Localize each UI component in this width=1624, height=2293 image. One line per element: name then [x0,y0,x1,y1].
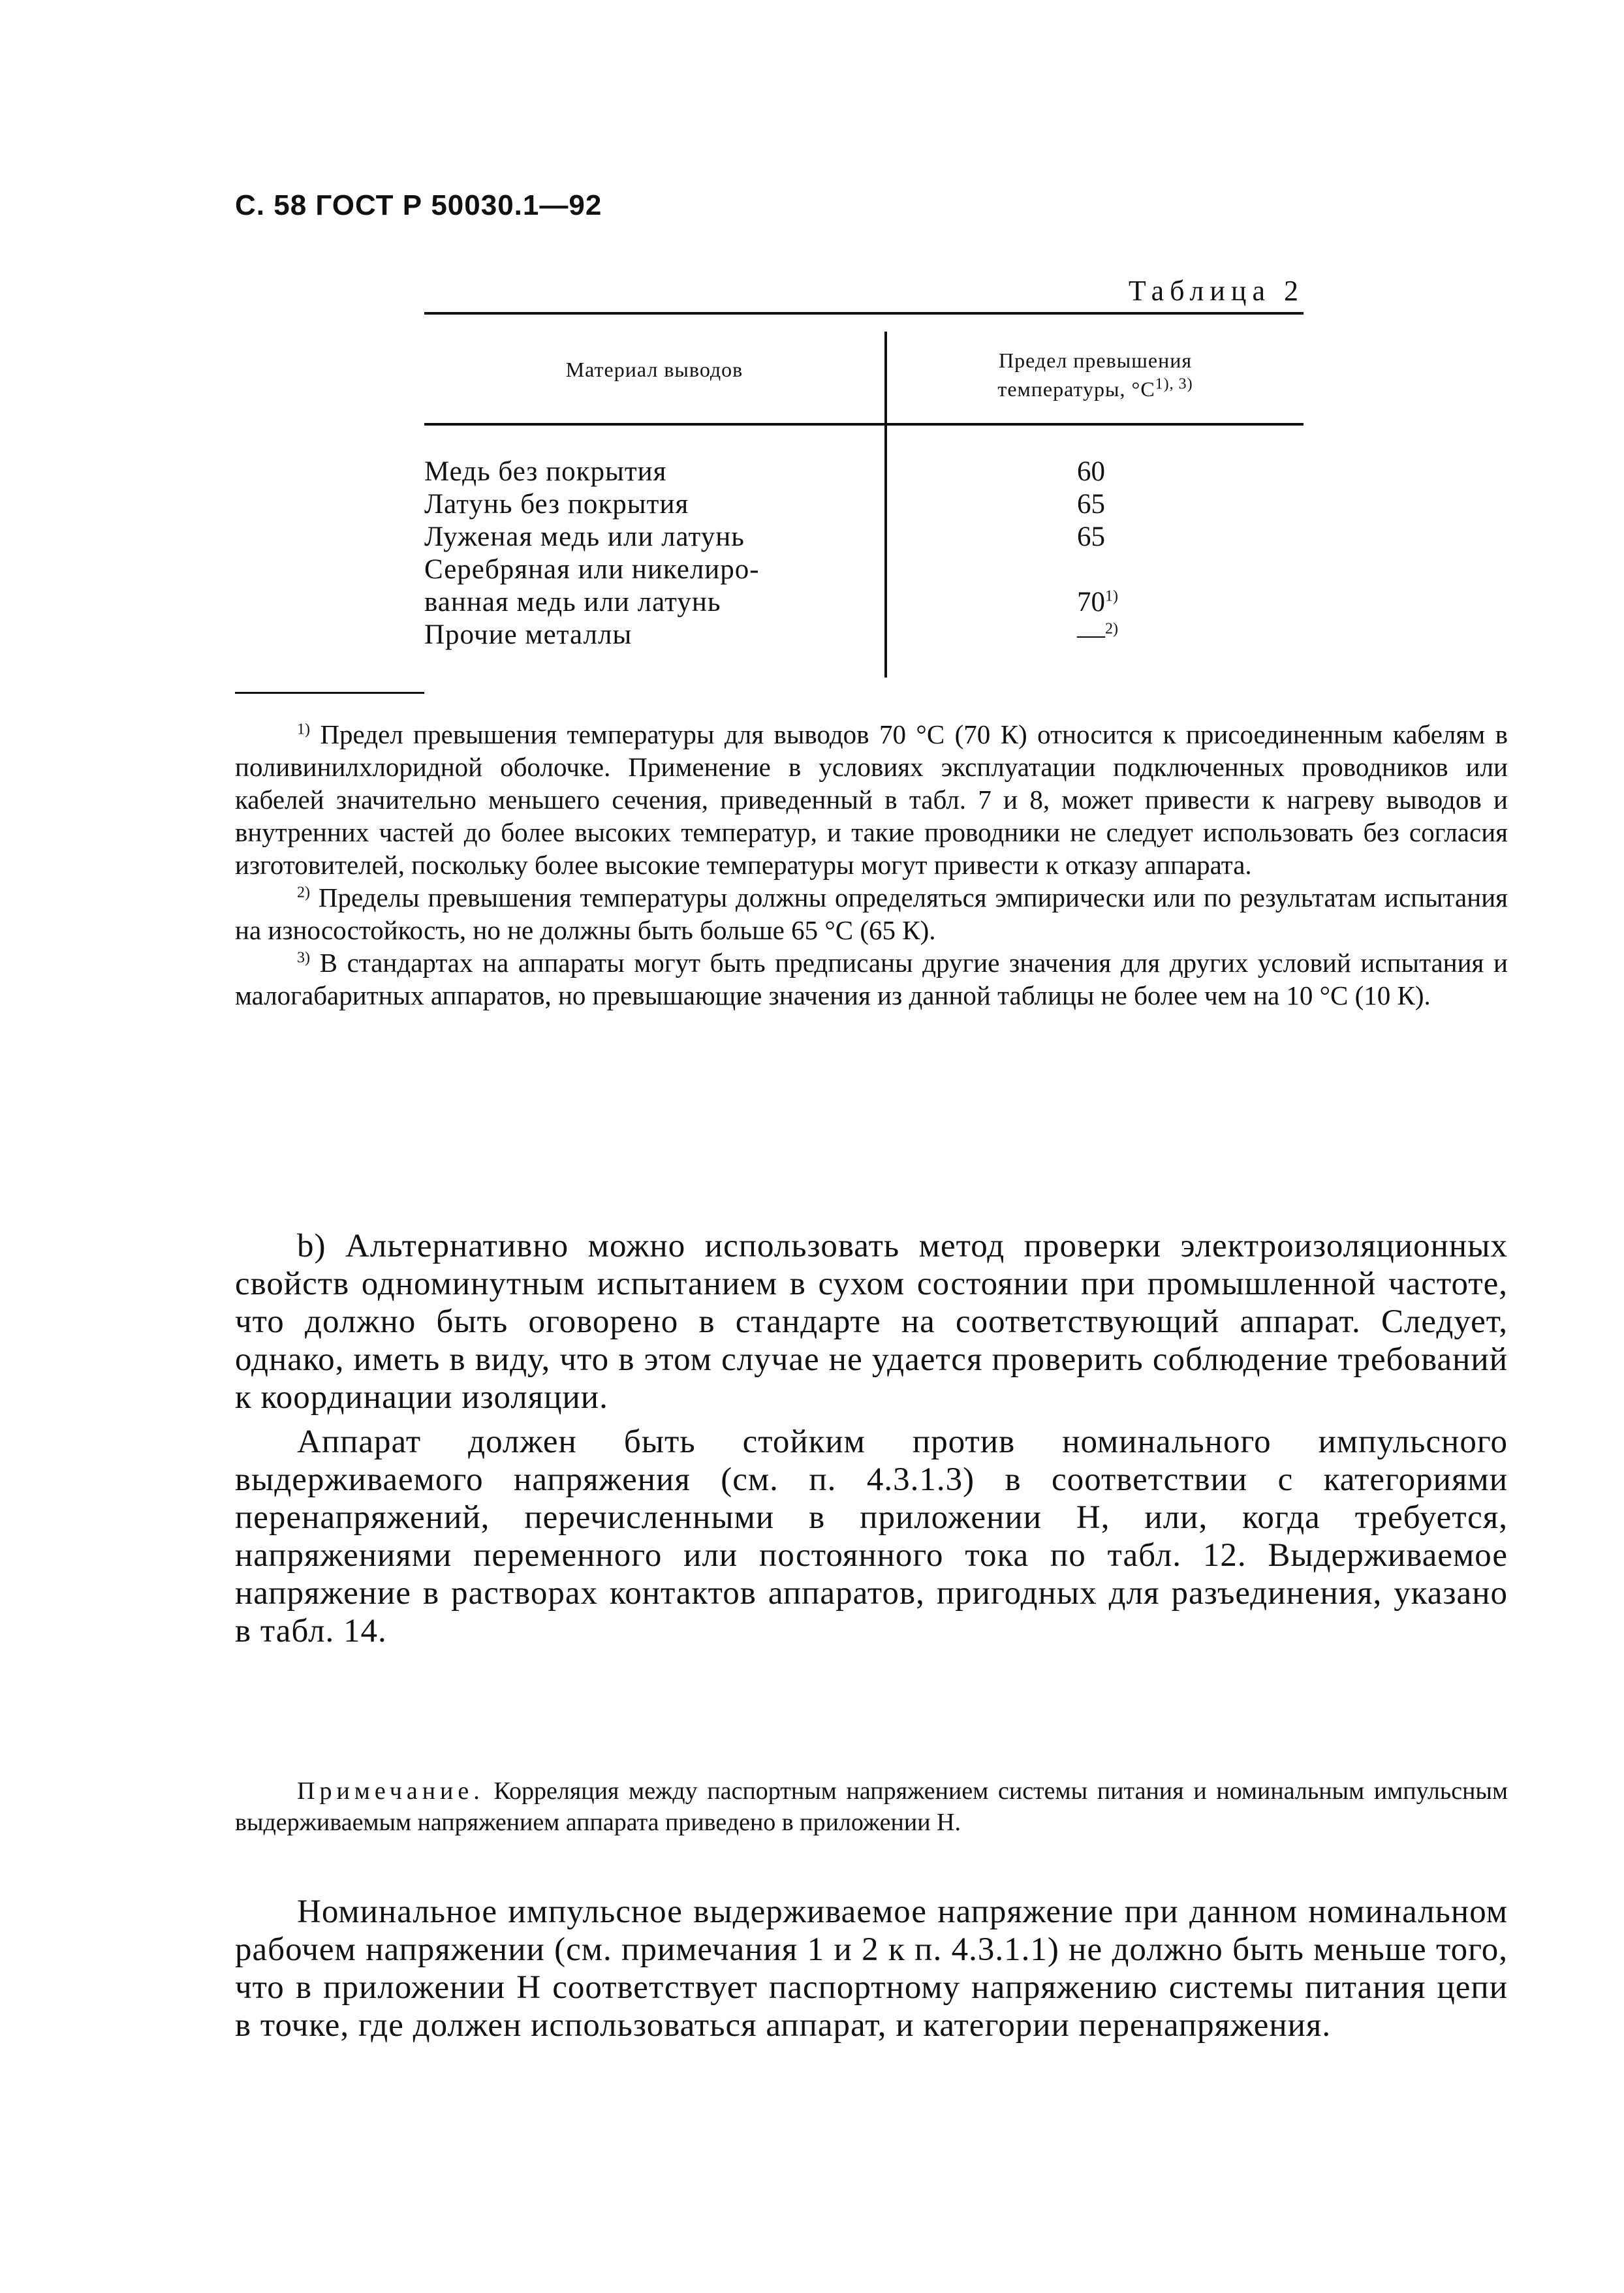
footnote-rule [235,692,424,694]
table-body-divider [884,433,887,678]
table-cell-material: Прочие металлы [424,619,632,650]
table-cell-material: Медь без покрытия [424,456,667,487]
table-cell-material: Луженая медь или латунь [424,522,745,552]
table [424,312,1304,678]
table-col-limit [1077,456,1118,651]
col-header-limit-line1: Предел превышения [998,349,1193,372]
col-header-limit [887,346,1304,403]
table-cell-limit [1077,521,1118,554]
footnote-1 [235,718,1508,881]
col-header-limit-text: температуры, °С [997,377,1155,401]
table-col-material [424,456,760,651]
col-header-material: Материал выводов [565,358,743,381]
footnote-text: В стандартах на аппараты могут быть предписаны другие значения для других условий испытания и малогабаритных аппаратов, но превышающие значения из данной таблицы не более чем на 10 °С (10 К). [235,948,1508,1010]
paragraph-apparatus: Аппарат должен быть стойким против номинального импульсного выдерживаемого напряжения (см. п. 4.3.1.3) в соответствии с категориями перенапряжений, перечисленными в приложении Н, или, когда требуется, напряжениями переменного или постоянного тока по табл. 12. Выдерживаемое напряжение в растворах контактов аппаратов, пригодных для разъединения, указано в табл. 14. [235,1424,1508,1649]
footnote-text: Пределы превышения температуры должны определяться эмпирически или по результатам испытания на износостойкость, но не должны быть больше 65 °С (65 К). [235,882,1508,945]
footnote-mark: 2) [297,884,310,901]
limit-sup: 1) [1105,587,1118,605]
table-cell-limit [1077,619,1118,651]
footnotes [235,718,1508,1012]
page-header: С. 58 ГОСТ Р 50030.1—92 [235,189,602,221]
table-cell-material: Латунь без покрытия [424,489,689,520]
limit-value: — [1077,619,1105,650]
limit-value: 70 [1077,587,1105,617]
limit-value: 65 [1077,489,1105,520]
table-cell-material: ванная медь или латунь [424,587,721,617]
table-cell-limit [1077,488,1118,521]
table-cell-limit [1077,456,1118,488]
limit-value: 60 [1077,456,1105,487]
paragraph-b: b) Альтернативно можно использовать метод проверки электроизоляционных свойств одноминутным испытанием в сухом состоянии при промышленной частоте, что должно быть оговорено в стандарте на соответствующий аппарат. Следует, однако, иметь в виду, что в этом случае не удается проверить соблюдение требований к координации изоляции. [235,1228,1508,1416]
paragraph-final: Номинальное импульсное выдерживаемое напряжение при данном номинальном рабочем напряжении (см. примечания 1 и 2 к п. 4.3.1.1) не должно быть меньше того, что в приложении Н соответствует паспортному напряжению системы питания цепи в точке, где должен использоваться аппарат, и категории перенапряжения. [235,1894,1508,2044]
footnote-3 [235,946,1508,1012]
note [235,1775,1508,1838]
body-text [235,1227,1508,1657]
table-caption: Таблица 2 [1128,275,1304,307]
final-text [235,1893,1508,2051]
limit-sup: 2) [1105,620,1118,638]
limit-value: 65 [1077,522,1105,552]
footnote-mark: 1) [297,721,310,738]
note-label: Примечание. [297,1777,484,1805]
footnote-2 [235,881,1508,946]
note-paragraph [235,1775,1508,1838]
footnote-mark: 3) [297,949,310,967]
col-header-limit-line2 [887,375,1304,403]
table-cell-limit [1077,586,1118,619]
note-text: Корреляция между паспортным напряжением системы питания и номинальным импульсным выдерживаемым напряжением аппарата приведено в приложении Н. [235,1777,1508,1836]
table-header-rule [424,423,1304,426]
table-cell-limit [1077,554,1118,586]
footnote-text: Предел превышения температуры для выводов 70 °С (70 К) относится к присоединенным кабелям в поливинилхлоридной оболочке. Применение в условиях эксплуатации подключенных проводников или кабелей значительно меньшего сечения, приведенный в табл. 7 и 8, может привести к нагреву выводов и внутренних частей до более высоких температур, и такие проводники не следует использовать без согласия изготовителей, поскольку более высокие температуры могут привести к отказу аппарата. [235,719,1508,880]
col-header-limit-sup: 1), 3) [1155,375,1193,393]
table-cell-material: Серебряная или никелиро- [424,554,760,585]
table-top-rule [424,312,1304,315]
